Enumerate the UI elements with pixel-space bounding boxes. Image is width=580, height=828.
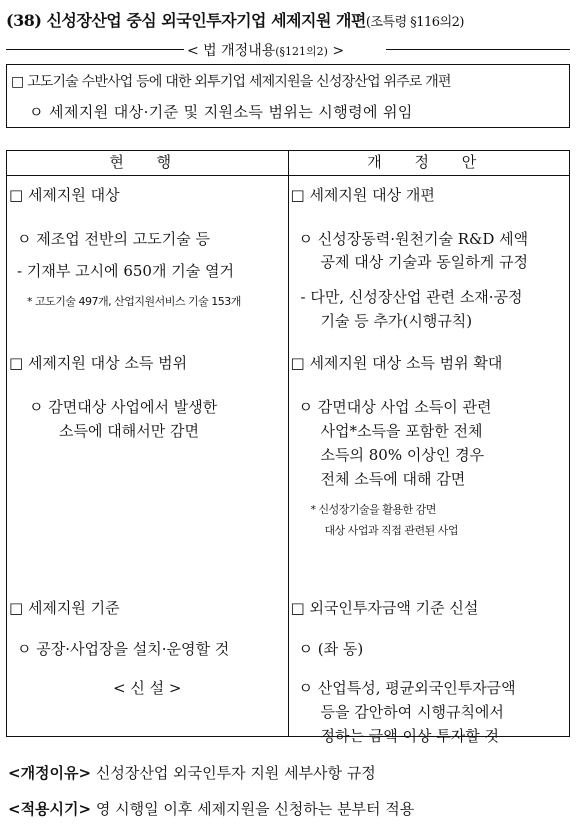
proposed-item: □ 세제지원 대상 개편 xyxy=(290,186,435,204)
header-proposed: 개 정 안 xyxy=(288,151,570,176)
current-item: ㅇ 감면대상 사업에서 발생한 xyxy=(29,398,218,416)
divider-line-right xyxy=(386,49,570,50)
proposed-column xyxy=(288,176,570,745)
proposed-item: 소득의 80% 이상인 경우 xyxy=(320,446,485,464)
proposed-item: - 다만, 신성장산업 관련 소재·공정 xyxy=(300,288,523,306)
reason-text: 신성장산업 외국인투자 지원 세부사항 규정 xyxy=(91,764,376,782)
current-item: □ 세제지원 대상 소득 범위 xyxy=(9,354,188,372)
current-item: □ 세제지원 대상 xyxy=(9,186,120,204)
effective-date xyxy=(8,798,414,819)
proposed-item: 전체 소득에 대해 감면 xyxy=(320,470,466,488)
amendment-reason xyxy=(8,762,376,783)
header-current: 현 행 xyxy=(7,151,289,176)
reason-label: <개정이유> xyxy=(8,764,92,782)
amendment-header-label xyxy=(184,40,347,60)
current-item: □ 세제지원 기준 xyxy=(9,599,120,617)
proposed-note: 대상 사업과 직접 관련된 사업 xyxy=(324,524,458,537)
current-item: ㅇ 제조업 전반의 고도기술 등 xyxy=(17,230,210,248)
proposed-item: ㅇ 산업특성, 평균외국인투자금액 xyxy=(298,679,516,697)
proposed-item: 기술 등 추가(시행규칙) xyxy=(320,312,473,330)
effective-label: <적용시기> xyxy=(8,800,92,818)
proposed-note: * 신성장기술을 활용한 감면 xyxy=(310,503,436,516)
proposed-item: 사업*소득을 포함한 전체 xyxy=(320,422,483,440)
current-column xyxy=(7,176,289,737)
proposed-item: ㅇ (좌 동) xyxy=(298,640,364,658)
proposed-item: 정하는 금액 이상 투자할 것 xyxy=(320,727,499,745)
proposed-item: 등을 감안하여 시행규칙에서 xyxy=(320,703,504,721)
current-item: 소득에 대해서만 감면 xyxy=(59,422,199,440)
effective-text: 영 시행일 이후 세제지원을 신청하는 분부터 적용 xyxy=(91,800,415,818)
summary-line-2: ㅇ 세제지원 대상·기준 및 지원소득 범위는 시행령에 위임 xyxy=(29,103,413,121)
current-item: ㅇ 공장·사업장을 설치·운영할 것 xyxy=(17,640,230,658)
proposed-item: 공제 대상 기술과 동일하게 규정 xyxy=(320,253,528,271)
title-ref: (조특령 §116의2) xyxy=(365,15,464,30)
divider-line-left xyxy=(6,49,196,50)
amendment-close: > xyxy=(327,43,345,59)
proposed-item: ㅇ 신성장동력·원천기술 R&D 세액 xyxy=(298,230,529,248)
current-new-marker: < 신 설 > xyxy=(113,679,182,697)
summary-line-1: □ 고도기술 수반사업 등에 대한 외투기업 세제지원을 신성장산업 위주로 개편 xyxy=(11,74,451,90)
current-note: * 고도기술 497개, 산업지원서비스 기술 153개 xyxy=(27,295,241,308)
amendment-summary-box xyxy=(6,64,570,128)
table-header-row xyxy=(7,151,570,176)
current-item: - 기재부 고시에 650개 기술 열거 xyxy=(17,262,234,280)
amendment-ref: (§121의2) xyxy=(275,45,328,58)
proposed-item: □ 세제지원 대상 소득 범위 확대 xyxy=(290,354,503,372)
proposed-item: ㅇ 감면대상 사업 소득이 관련 xyxy=(298,398,492,416)
table-body-row xyxy=(7,176,570,737)
amendment-label: < 법 개정내용 xyxy=(187,43,276,59)
amendment-header xyxy=(6,40,570,60)
proposed-item: □ 외국인투자금액 기준 신설 xyxy=(290,599,479,617)
title-main: (38) 신성장산업 중심 외국인투자기업 세제지원 개편 xyxy=(6,11,366,30)
comparison-table xyxy=(6,150,570,745)
document-title xyxy=(6,8,464,31)
